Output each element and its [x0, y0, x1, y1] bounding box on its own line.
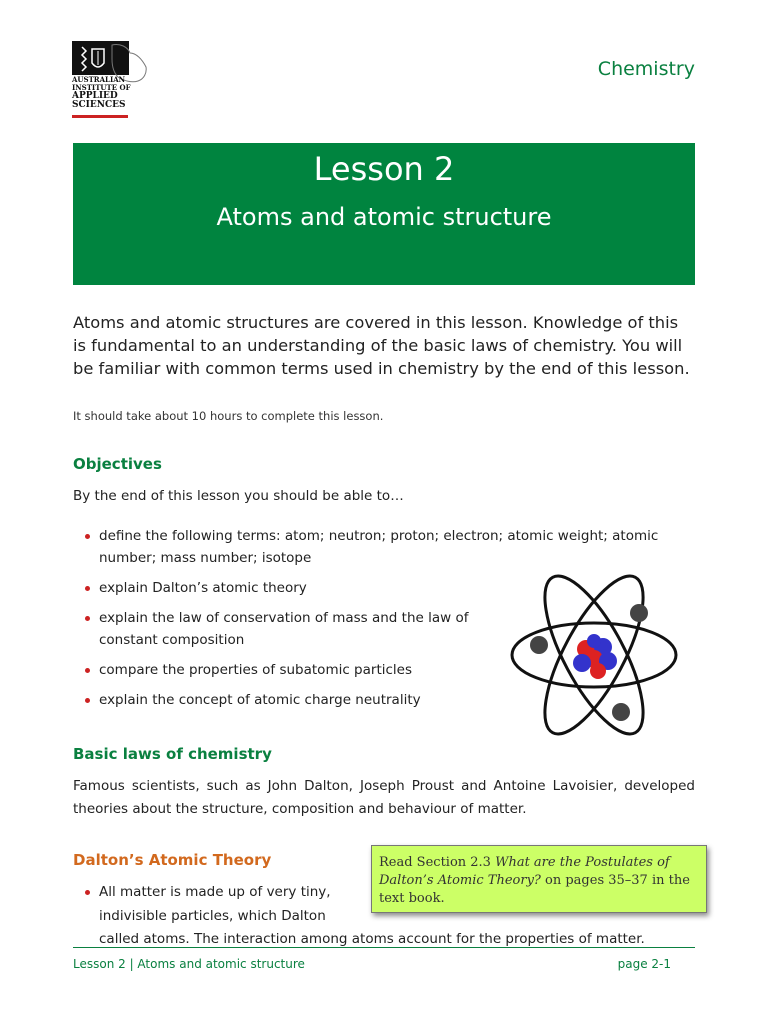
bullet-icon — [85, 668, 90, 673]
bullet-icon — [85, 534, 90, 539]
list-item: explain Dalton’s atomic theory — [79, 577, 669, 599]
logo-text: AUSTRALIAN INSTITUTE OF APPLIED SCIENCES — [72, 75, 131, 110]
objectives-heading: Objectives — [73, 455, 162, 473]
basic-laws-heading: Basic laws of chemistry — [73, 745, 272, 763]
footer-divider — [73, 947, 695, 948]
list-item: compare the properties of subatomic particles — [79, 659, 669, 681]
page-number: page 2-1 — [617, 957, 671, 971]
intro-paragraph: Atoms and atomic structures are covered in this lesson. Knowledge of this is fundamental to an understanding of the basic laws of chemistry. You will be familiar with common terms used in chemistry by the end of this lesson. — [73, 313, 690, 378]
lesson-banner — [73, 143, 695, 285]
bullet-icon — [85, 698, 90, 703]
bullet-icon — [85, 586, 90, 591]
list-item: explain the law of conservation of mass and the law of constant composition — [79, 607, 499, 651]
footer-lesson-label: Lesson 2 | Atoms and atomic structure — [73, 957, 305, 971]
reading-callout: Read Section 2.3 What are the Postulates of Dalton’s Atomic Theory? on pages 35–37 in the text book. — [371, 845, 707, 913]
bullet-icon — [85, 616, 90, 621]
institute-logo — [72, 41, 150, 119]
dalton-bullet: All matter is made up of very tiny, indivisible particles, which Dalton — [79, 880, 331, 928]
duration-note: It should take about 10 hours to complete this lesson. — [73, 409, 384, 423]
dalton-heading: Dalton’s Atomic Theory — [73, 851, 272, 869]
atom-icon — [508, 563, 680, 748]
callout-section-title: What are the Postulates of Dalton’s Atomic Theory? — [379, 855, 670, 888]
lesson-topic: Atoms and atomic structure — [216, 203, 552, 231]
list-item: explain the concept of atomic charge neutrality — [79, 689, 669, 711]
bullet-icon — [85, 890, 90, 895]
dalton-bullet-continued: called atoms. The interaction among atoms account for the properties of matter. — [99, 931, 645, 947]
subject-title: Chemistry — [597, 58, 695, 80]
lesson-number: Lesson 2 — [313, 150, 455, 188]
objectives-lead: By the end of this lesson you should be able to… — [73, 488, 404, 504]
list-item: define the following terms: atom; neutron; proton; electron; atomic weight; atomic number; mass number; isotope — [79, 525, 669, 569]
basic-laws-paragraph: Famous scientists, such as John Dalton, Joseph Proust and Antoine Lavoisier, developed theories about the structure, composition and behaviour of matter. — [73, 778, 695, 817]
